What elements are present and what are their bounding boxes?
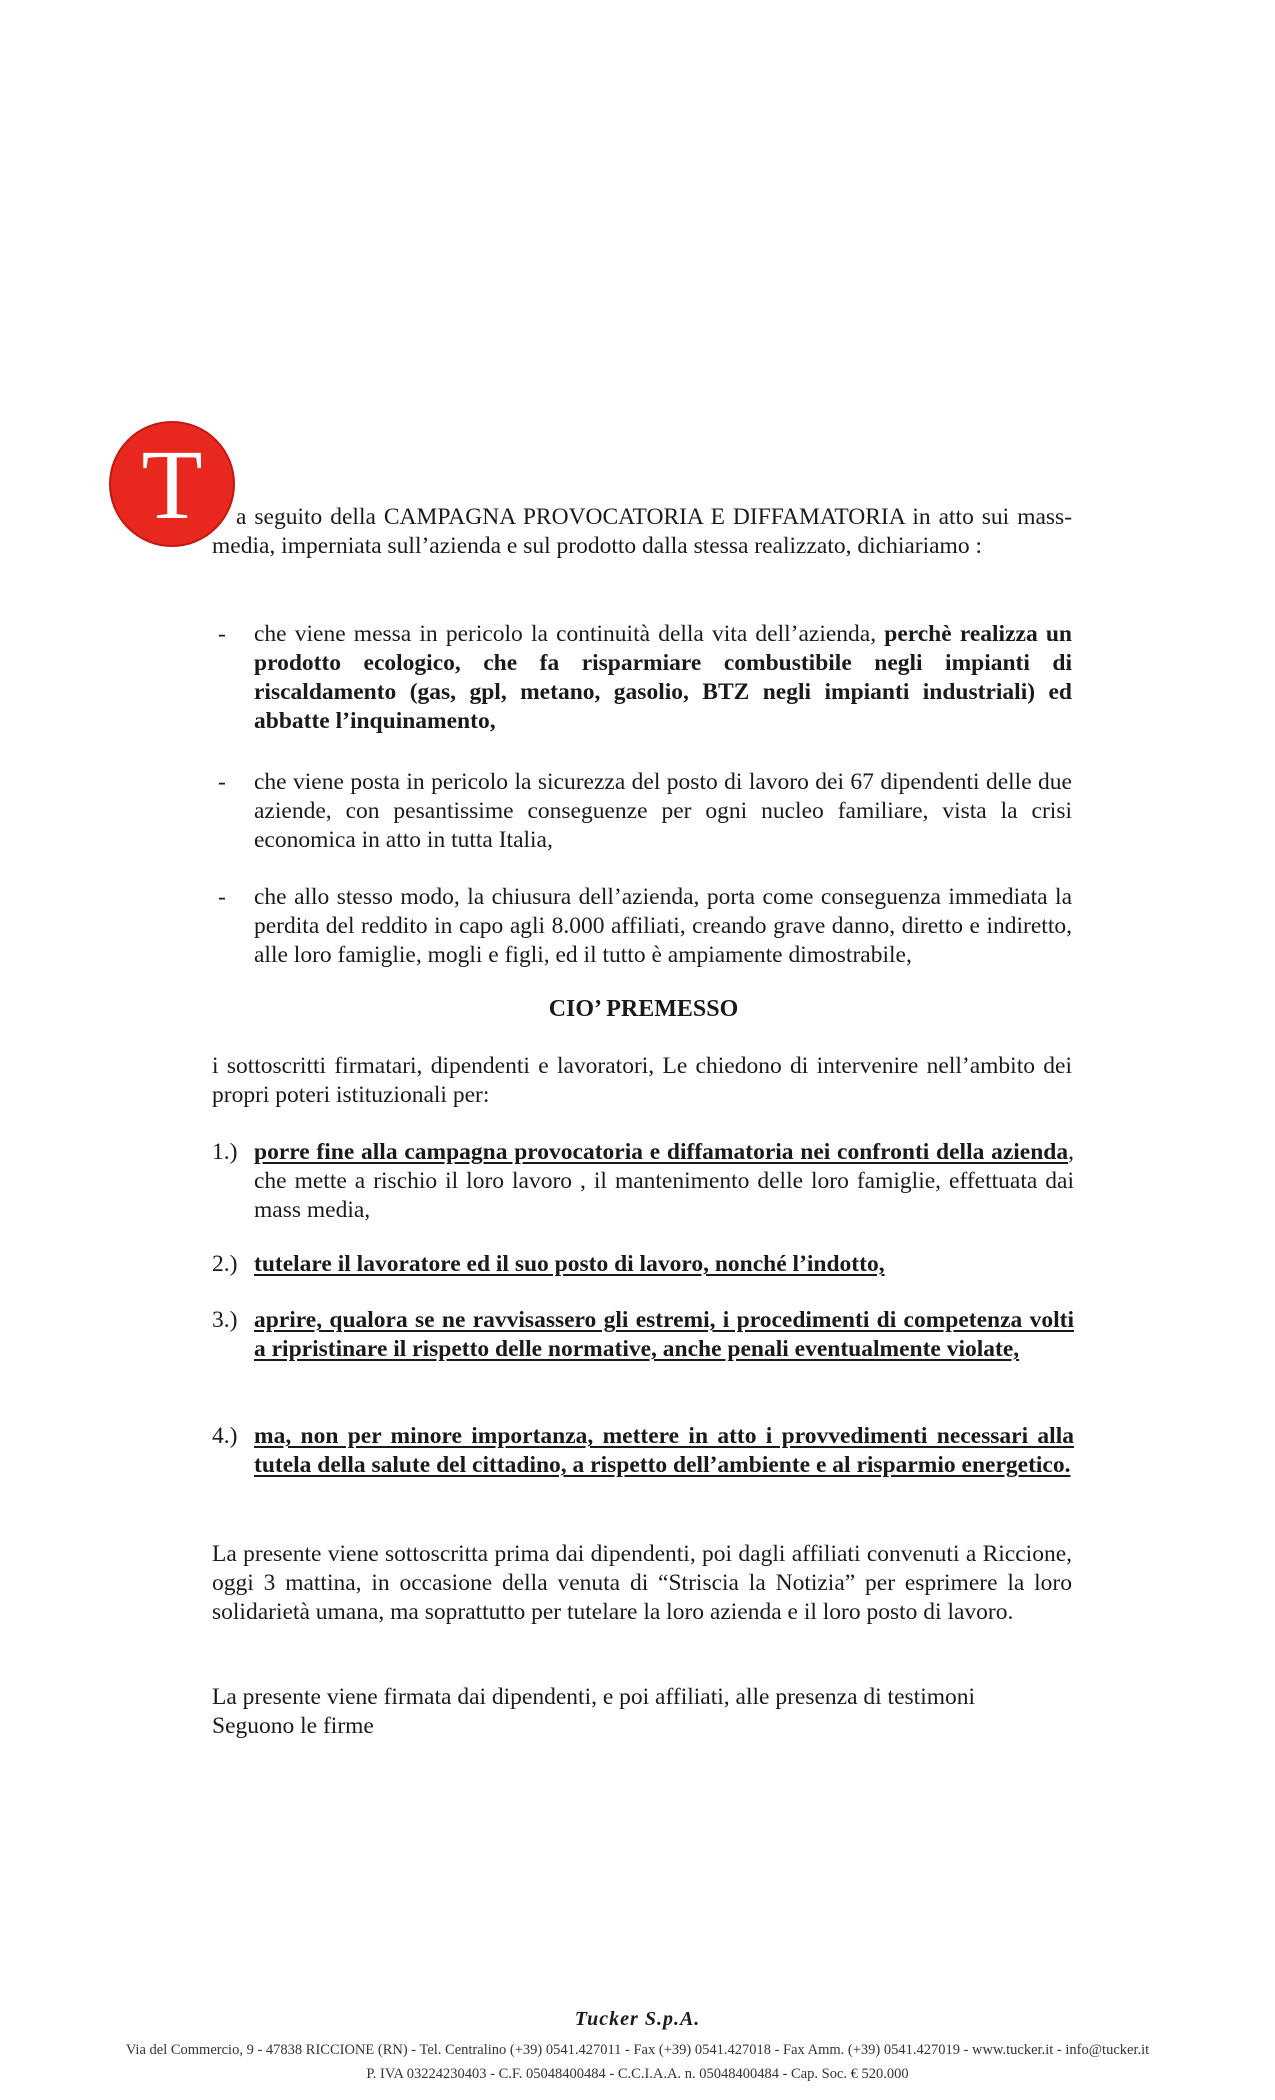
closing-note bbox=[212, 1683, 1072, 1741]
item-3-underlined: aprire, qualora se ne ravvisassero gli estremi, i procedimenti di competenza volti a ripristinare il rispetto delle normative, anche penali eventualmente violate, bbox=[254, 1307, 1074, 1362]
footer-tax-info: P. IVA 03224230403 - C.F. 05048400484 - C.C.I.A.A. n. 05048400484 - Cap. Soc. € 520.000 bbox=[366, 2066, 909, 2082]
point-2 bbox=[212, 768, 1072, 855]
request-paragraph: i sottoscritti firmatari, dipendenti e lavoratori, Le chiedono di intervenire nell’ambito dei propri poteri istituzionali per: bbox=[212, 1053, 1072, 1108]
item-number: 1.) bbox=[212, 1139, 238, 1165]
logo-letter: T bbox=[141, 429, 203, 540]
item-4-underlined: ma, non per minore importanza, mettere in atto i provvedimenti necessari alla tutela della salute del cittadino, a rispetto dell’ambiente e al risparmio energetico. bbox=[254, 1423, 1074, 1478]
point-1 bbox=[212, 620, 1072, 736]
intro-line-1: a seguito della CAMPAGNA PROVOCATORIA E DIFFAMATORIA in atto sui bbox=[236, 504, 1010, 530]
intro-rest: mass- media, imperniata sull’azienda e sul prodotto dalla stessa realizzato, dichiariamo : bbox=[212, 504, 1073, 559]
section-heading bbox=[0, 996, 1275, 1023]
point-marker: - bbox=[218, 884, 226, 910]
point-3-text: che allo stesso modo, la chiusura dell’azienda, porta come conseguenza immediata la perdita del reddito in capo agli 8.000 affiliati, creando grave danno, diretto e indiretto, alle loro famiglie, mogli e figli, ed il tutto è ampiamente dimostrabile, bbox=[254, 884, 1072, 968]
numbered-item-1 bbox=[212, 1138, 1074, 1225]
point-1-text: che viene messa in pericolo la continuità della vita dell’azienda, bbox=[254, 621, 885, 647]
item-number: 4.) bbox=[212, 1423, 238, 1449]
item-1-rest: , che mette a rischio il loro lavoro , il mantenimento delle loro famiglie, effettuata dai mass media, bbox=[254, 1139, 1074, 1223]
closing-paragraph: La presente viene sottoscritta prima dai dipendenti, poi dagli affiliati convenuti a Riccione, oggi 3 mattina, in occasione della venuta di “Striscia la Notizia” per esprimere la loro solidarietà umana, ma soprattutto per tutelare la loro azienda e il loro posto di lavoro. bbox=[212, 1541, 1072, 1625]
point-marker: - bbox=[218, 769, 226, 795]
point-2-text: che viene posta in pericolo la sicurezza del posto di lavoro dei 67 dipendenti delle due aziende, con pesantissime conseguenze per ogni nucleo familiare, vista la crisi economica in atto in tutta Italia, bbox=[254, 769, 1072, 853]
closing-note-line-1: La presente viene firmata dai dipendenti, e poi affiliati, alle presenza di testimoni bbox=[212, 1684, 976, 1710]
closing-note-line-2: Seguono le firme bbox=[212, 1713, 374, 1739]
numbered-item-3 bbox=[212, 1306, 1074, 1364]
footer-company-name: Tucker S.p.A. bbox=[574, 2008, 701, 2030]
point-marker: - bbox=[218, 621, 226, 647]
numbered-item-4 bbox=[212, 1422, 1074, 1480]
item-1-underlined: porre fine alla campagna provocatoria e diffamatoria nei confronti della azienda bbox=[254, 1139, 1069, 1165]
numbered-item-2 bbox=[212, 1250, 1074, 1279]
point-3 bbox=[212, 883, 1072, 970]
item-2-underlined: tutelare il lavoratore ed il suo posto di lavoro, nonché l’indotto, bbox=[254, 1251, 885, 1277]
intro-paragraph bbox=[212, 503, 1072, 561]
item-number: 3.) bbox=[212, 1307, 238, 1333]
item-number: 2.) bbox=[212, 1251, 238, 1277]
footer-address: Via del Commercio, 9 - 47838 RICCIONE (RN) - Tel. Centralino (+39) 0541.427011 - Fax (+39) 0541.427018 - Fax Amm. (+39) 0541.427019 - www.tucker.it - info@tucker.it bbox=[125, 2042, 1150, 2058]
heading-text: CIO’ PREMESSO bbox=[548, 996, 739, 1022]
point-1-bold-text: perchè realizza un prodotto ecologico, che fa risparmiare combustibile negli impianti di riscaldamento (gas, gpl, metano, gasolio, BTZ negli impianti industriali) ed abbatte l’inquinamento, bbox=[254, 621, 1072, 734]
